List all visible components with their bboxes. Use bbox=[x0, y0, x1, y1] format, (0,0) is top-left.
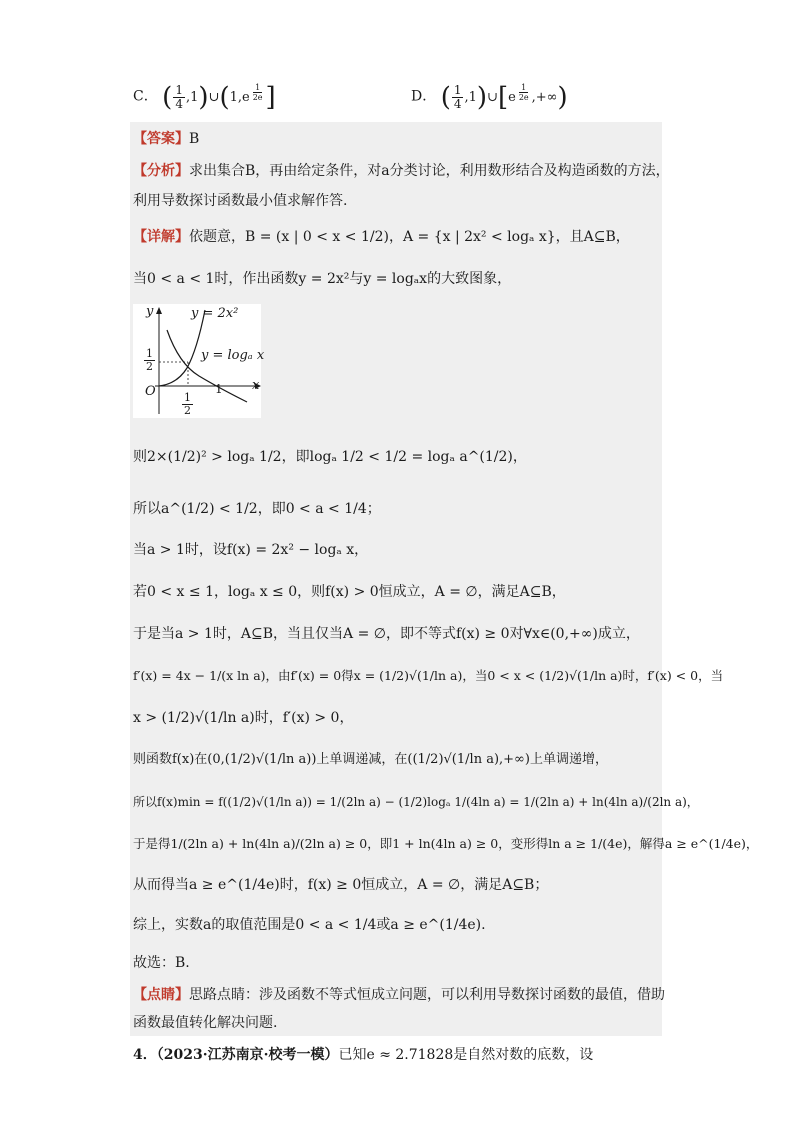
answer-line bbox=[133, 130, 199, 148]
option-d bbox=[411, 82, 568, 112]
question-source: （2023·江苏南京·校考一模） bbox=[156, 1047, 339, 1063]
analysis-text-1: 求出集合B，再由给定条件，对a分类讨论，利用数形结合及构造函数的方法， bbox=[189, 163, 670, 179]
next-question bbox=[133, 1044, 593, 1064]
label-y-tick: $\frac{1}{2}$ bbox=[146, 347, 153, 373]
question-text: 已知e ≈ 2.71828是自然对数的底数，设 bbox=[338, 1047, 594, 1063]
option-d-expression: ( $\frac{1}{4}$ ,1)∪[e $^{\frac{1}{2e}}$ ,+∞) bbox=[440, 82, 568, 112]
remark-tag: 【点睛】 bbox=[133, 987, 189, 1003]
detail-line-4: 所以a^(1/2) < 1/2，即0 < a < 1/4； bbox=[133, 501, 381, 517]
detail-line-3: 则2×(1/2)² > logₐ 1/2，即logₐ 1/2 < 1/2 = logₐ a^(1/2)， bbox=[133, 449, 527, 465]
detail-line-15: 故选：B. bbox=[133, 955, 190, 971]
detail-line-6: 若0 < x ≤ 1，logₐ x ≤ 0，则f(x) > 0恒成立，A = ∅，满足A⊆B， bbox=[133, 584, 566, 600]
label-x-axis: x bbox=[252, 378, 260, 393]
remark-text-1: 思路点睛：涉及函数不等式恒成立问题，可以利用导数探讨函数的最值，借助 bbox=[189, 987, 665, 1003]
detail-line-10: 则函数f(x)在(0,(1/2)√(1/ln a))上单调递减，在((1/2)√(1/ln a),+∞)上单调递增， bbox=[133, 752, 608, 767]
option-c-expression: ( $\frac{1}{4}$ ,1)∪(1,e $^{\frac{1}{2e}}$ ] bbox=[162, 82, 276, 112]
detail-line-14: 综上，实数a的取值范围是0 < a < 1/4或a ≥ e^(1/4e). bbox=[133, 917, 486, 933]
answer-tag: 【答案】 bbox=[133, 131, 189, 147]
label-origin: O bbox=[145, 384, 156, 399]
answer-value: B bbox=[189, 131, 200, 147]
label-curve-2: y = logₐ x bbox=[201, 348, 265, 363]
remark-line-1 bbox=[133, 986, 665, 1004]
function-graph bbox=[133, 304, 265, 418]
option-c-label: C． bbox=[133, 88, 158, 105]
detail-line-1 bbox=[133, 228, 630, 246]
detail-line-7: 于是当a > 1时，A⊆B，当且仅当A = ∅，即不等式f(x) ≥ 0对∀x∈(0,+∞)成立， bbox=[133, 626, 640, 642]
label-y-axis: y bbox=[146, 304, 154, 319]
curve-log bbox=[167, 330, 247, 402]
analysis-tag: 【分析】 bbox=[133, 163, 189, 179]
detail-line-13: 从而得当a ≥ e^(1/4e)时，f(x) ≥ 0恒成立，A = ∅，满足A⊆B； bbox=[133, 877, 549, 893]
detail-line-9: x > (1/2)√(1/ln a)时，f′(x) > 0， bbox=[133, 710, 354, 726]
detail-text-1: 依题意，B = (x | 0 < x < 1/2)，A = {x | 2x² < logₐ x}，且A⊆B， bbox=[189, 229, 630, 245]
detail-line-5: 当a > 1时，设f(x) = 2x² − logₐ x， bbox=[133, 542, 369, 558]
detail-line-11: 所以f(x)min = f((1/2)√(1/ln a)) = 1/(2ln a) − (1/2)logₐ 1/(4ln a) = 1/(2ln a) + ln(4ln a)/(2ln a)， bbox=[133, 795, 699, 809]
label-x-tick-one: 1 bbox=[215, 382, 223, 396]
detail-tag: 【详解】 bbox=[133, 229, 189, 245]
option-d-label: D． bbox=[411, 88, 437, 105]
question-number: 4． bbox=[133, 1047, 157, 1063]
detail-line-12: 于是得1/(2ln a) + ln(4ln a)/(2ln a) ≥ 0，即1 + ln(4ln a) ≥ 0，变形得ln a ≥ 1/(4e)，解得a ≥ e^(1/4e)， bbox=[133, 836, 759, 851]
label-curve-1: y = 2x² bbox=[191, 306, 239, 321]
detail-line-8: f′(x) = 4x − 1/(x ln a)，由f′(x) = 0得x = (1/2)√(1/ln a)，当0 < x < (1/2)√(1/ln a)时，f′(x) < 0，当 bbox=[133, 668, 724, 683]
y-axis-arrow bbox=[156, 307, 162, 314]
label-x-tick-half: $\frac{1}{2}$ bbox=[184, 391, 191, 417]
solution-panel bbox=[130, 122, 662, 1036]
option-c bbox=[133, 82, 276, 112]
analysis-line-2: 利用导数探讨函数最小值求解作答. bbox=[133, 193, 348, 209]
detail-line-2: 当0 < a < 1时，作出函数y = 2x²与y = logₐx的大致图象， bbox=[133, 271, 512, 287]
curve-2x2 bbox=[159, 310, 205, 386]
analysis-line-1 bbox=[133, 162, 670, 180]
remark-line-2: 函数最值转化解决问题. bbox=[133, 1015, 278, 1031]
